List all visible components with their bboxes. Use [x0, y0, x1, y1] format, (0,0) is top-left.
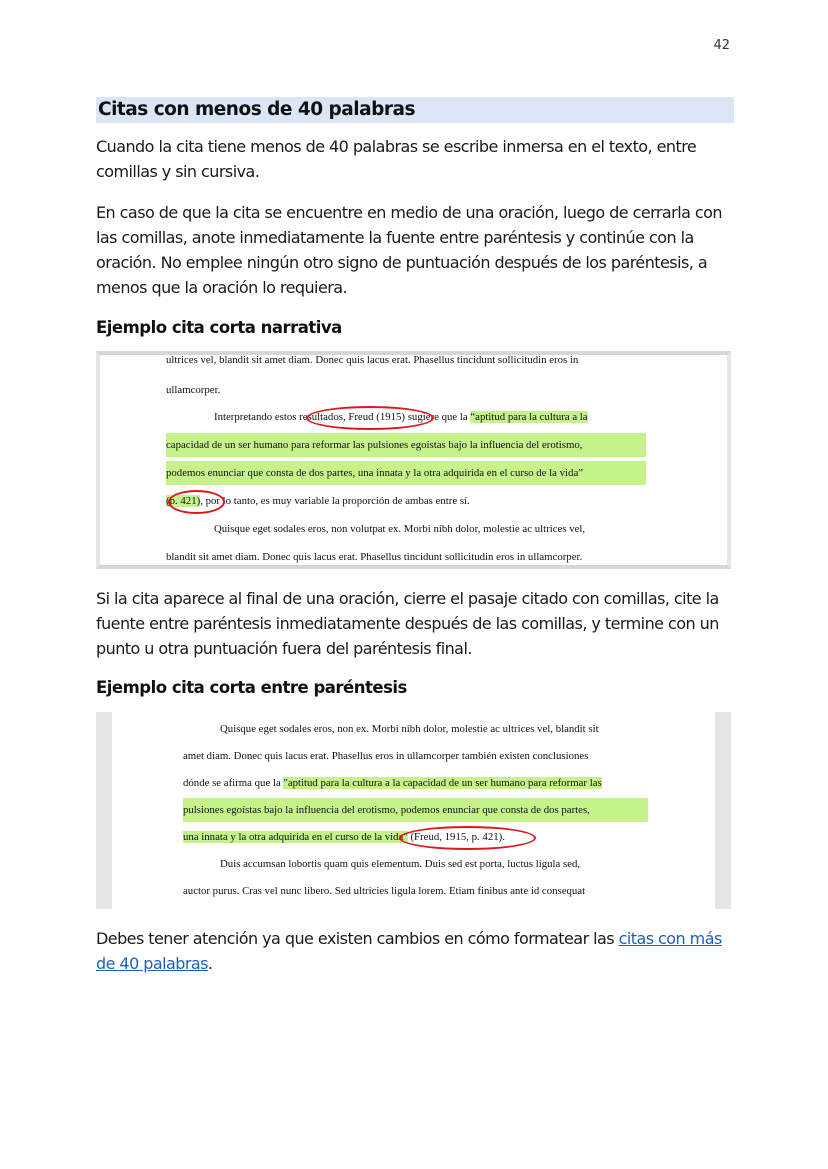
quote-highlight: una innata y la otra adquirida en el curso de la vida"	[183, 831, 408, 843]
closing-text: Debes tener atención ya que existen cambios en cómo formatear las	[96, 929, 619, 948]
paragraph-mid-sentence-rule: En caso de que la cita se encuentre en medio de una oración, luego de cerrarla con las comillas, anote inmediatamente la fuente entre paréntesis y continúe con la oración. No emplee ningún otro signo de puntuación después de los paréntesis, a menos que la oración lo requiera.	[96, 203, 722, 297]
sample-line	[214, 405, 588, 429]
citation-page: (p. 421)	[166, 495, 201, 507]
paragraph-end-sentence-rule: Si la cita aparece al final de una oración, cierre el pasaje citado con comillas, cite la fuente entre paréntesis inmediatamente después de las comillas, y termine con un punto u otra puntuación fuera del paréntesis final.	[96, 589, 719, 658]
sample-line: Duis accumsan lobortis quam quis elementum. Duis sed est porta, luctus ligula sed,	[220, 858, 581, 870]
example2-heading: Ejemplo cita corta entre paréntesis	[96, 678, 407, 697]
sample-line	[183, 771, 602, 795]
sample-line: ullamcorper.	[166, 384, 221, 396]
closing-period: .	[207, 954, 213, 973]
example1-heading: Ejemplo cita corta narrativa	[96, 318, 342, 337]
sample-text: , por lo tanto, es muy variable la proporción de ambas entre sí.	[200, 495, 470, 507]
sample-text: Interpretando estos resultados	[214, 411, 343, 423]
sample-line: Quisque eget sodales eros, non volutpat ex. Morbi nibh dolor, molestie ac ultrices vel,	[214, 523, 586, 535]
sample-text: dónde se afirma que la	[183, 777, 284, 789]
quote-highlight: podemos enunciar que consta de dos partes, una innata y la otra adquirida en el curso de la vida”	[166, 461, 646, 485]
paragraph-intro: Cuando la cita tiene menos de 40 palabras se escribe inmersa en el texto, entre comillas y sin cursiva.	[96, 137, 697, 181]
citation-parenthetical: (Freud, 1915, p. 421).	[407, 831, 505, 843]
sample-line: amet diam. Donec quis lacus erat. Phasellus eros in ullamcorper también existen conclusiones	[183, 750, 589, 762]
example2-figure	[96, 712, 731, 909]
paragraph-closing	[96, 926, 732, 976]
example1-figure	[96, 351, 731, 569]
quote-highlight: “aptitud para la cultura a la	[470, 411, 588, 423]
sample-line	[166, 489, 470, 513]
citation-author-year: , Freud (1915)	[342, 411, 408, 423]
sample-line: ultrices vel, blandit sit amet diam. Donec quis lacus erat. Phasellus tincidunt sollicitudin eros in	[166, 354, 579, 366]
quote-highlight: capacidad de un ser humano para reformar las pulsiones egoístas bajo la influencia del erotismo,	[166, 433, 646, 457]
page-number: 42	[713, 38, 730, 53]
section-heading: Citas con menos de 40 palabras	[96, 97, 734, 123]
quote-highlight: pulsiones egoístas bajo la influencia del erotismo, podemos enunciar que consta de dos partes,	[183, 798, 648, 822]
sample-line: auctor purus. Cras vel nunc libero. Sed ultricies ligula lorem. Etiam finibus ante id consequat	[183, 885, 586, 897]
sample-line	[183, 825, 505, 849]
sample-line: blandit sit amet diam. Donec quis lacus erat. Phasellus tincidunt sollicitudin eros in ullamcorper.	[166, 551, 583, 563]
sample-text: sugiere que la	[407, 411, 471, 423]
long-quotes-link[interactable]: citas con más de 40 palabras	[96, 929, 722, 973]
sample-line: Quisque eget sodales eros, non ex. Morbi nibh dolor, molestie ac ultrices vel, blandit sit	[220, 723, 599, 735]
quote-highlight: "aptitud para la cultura a la capacidad de un ser humano para reformar las	[283, 777, 602, 789]
